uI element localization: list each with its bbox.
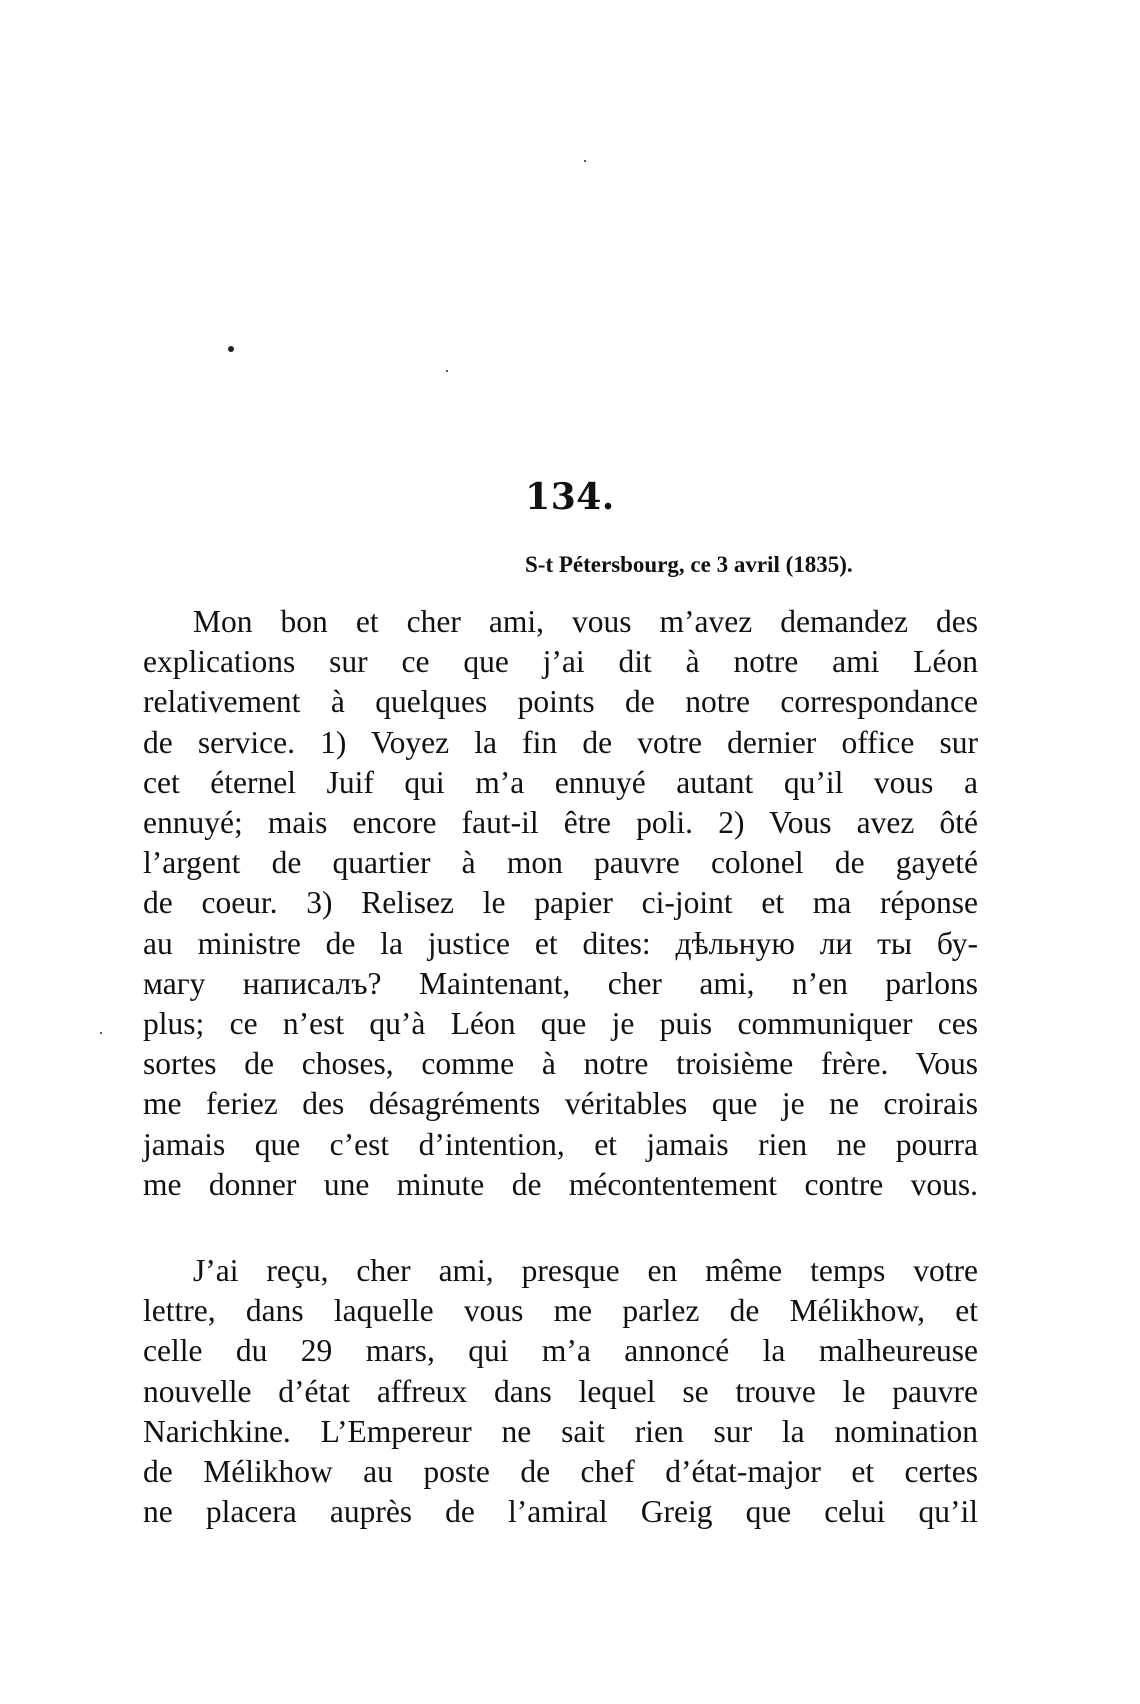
dateline: S-t Pétersbourg, ce 3 avril (1835). [525, 552, 853, 577]
print-speck [100, 1032, 102, 1034]
text-line: Narichkine. L’Empereur ne sait rien sur la nomination [143, 1413, 978, 1449]
text-line: lettre, dans laquelle vous me parlez de Mélikhow, et [143, 1293, 978, 1329]
text-line: l’argent de quartier à mon pauvre colonel de gayeté [143, 845, 978, 881]
text-line: jamais que c’est d’intention, et jamais rien ne pourra [143, 1126, 978, 1162]
text-line: me donner une minute de mécontentement contre vous. [143, 1166, 978, 1202]
text-line: Mon bon et cher ami, vous m’avez demandez des [193, 604, 978, 639]
print-speck [446, 370, 448, 372]
letter-number: 134. [525, 476, 615, 518]
text-line: магу написалъ? Maintenant, cher ami, n’en parlons [143, 965, 978, 1001]
text-line: ne placera auprès de l’amiral Greig que celui qu’il [143, 1494, 978, 1530]
text-line: sortes de choses, comme à notre troisième frère. Vous [143, 1046, 978, 1082]
text-line: cet éternel Juif qui m’a ennuyé autant qu’il vous a [143, 764, 978, 800]
text-line: au ministre de la justice et dites: дѣльную ли ты бу- [143, 925, 978, 961]
print-speck [228, 346, 234, 352]
text-line: ennuyé; mais encore faut-il être poli. 2) Vous avez ôté [143, 805, 978, 841]
text-line: plus; ce n’est qu’à Léon que je puis communiquer ces [143, 1006, 978, 1042]
text-line: de Mélikhow au poste de chef d’état-major et certes [143, 1454, 978, 1490]
print-speck [584, 160, 586, 162]
text-line: de coeur. 3) Relisez le papier ci-joint et ma réponse [143, 885, 978, 921]
text-line: relativement à quelques points de notre correspondance [143, 684, 978, 720]
paragraph-2 [143, 1251, 978, 1532]
text-line: de service. 1) Voyez la fin de votre dernier office sur [143, 724, 978, 760]
text-line: J’ai reçu, cher ami, presque en même temps votre [193, 1253, 978, 1288]
text-line: nouvelle d’état affreux dans lequel se trouve le pauvre [143, 1373, 978, 1409]
text-line: me feriez des désagréments véritables que je ne croirais [143, 1086, 978, 1122]
paragraph-1 [143, 602, 978, 1205]
text-line: explications sur ce que j’ai dit à notre ami Léon [143, 644, 978, 680]
text-line: celle du 29 mars, qui m’a annoncé la malheureuse [143, 1333, 978, 1369]
